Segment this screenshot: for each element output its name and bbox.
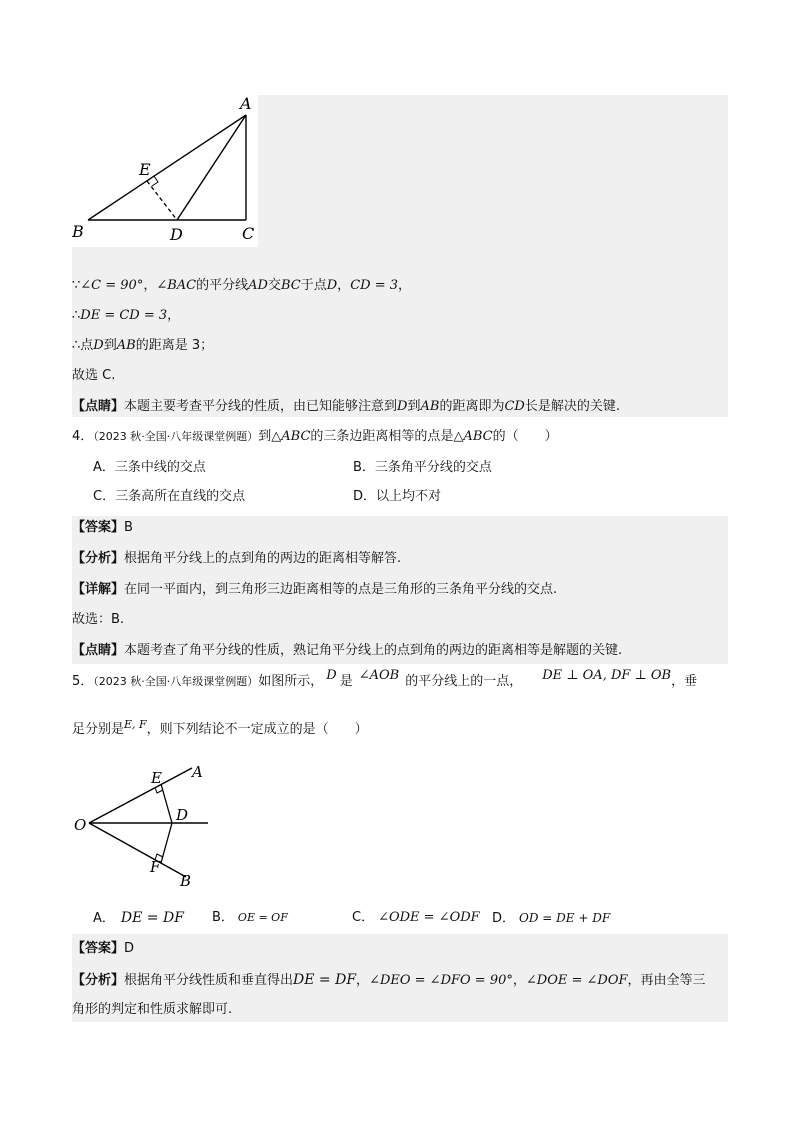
q5-option-b[interactable]: B． OE = OF [212, 910, 288, 925]
angle-bisector-figure [72, 760, 217, 892]
solution-line-4: 故选 C. [72, 368, 116, 383]
q5-option-a[interactable]: A． DE = DF [93, 910, 184, 926]
label-d: D [176, 806, 189, 824]
question-4-stem: 4．（2023 秋·全国·八年级课堂例题）到△ABC的三条边距离相等的点是△ABC的（ ） [72, 429, 558, 444]
label-a: A [240, 95, 252, 113]
q4-analysis: 【分析】根据角平分线上的点到角的两边的距离相等解答. [72, 551, 402, 566]
q5-answer: 【答案】D [72, 941, 135, 956]
q5-analysis-line-2: 角形的判定和性质求解即可. [72, 1002, 233, 1017]
q4-option-b[interactable]: B．三条角平分线的交点 [353, 460, 492, 475]
label-a: A [192, 763, 203, 781]
label-f: F [150, 858, 161, 876]
label-c: C [242, 224, 255, 243]
q4-option-c[interactable]: C．三条高所在直线的交点 [93, 489, 246, 504]
q4-option-d[interactable]: D．以上均不对 [353, 489, 442, 504]
q4-detail: 【详解】在同一平面内，到三角形三边距离相等的点是三角形的三条角平分线的交点. [72, 582, 558, 597]
label-o: O [74, 816, 87, 834]
q5-option-d[interactable]: D． OD = DE + DF [492, 911, 611, 926]
q4-choose: 故选：B. [72, 612, 125, 627]
label-e: E [151, 769, 162, 787]
q5-option-c[interactable]: C． ∠ODE = ∠ODF [352, 910, 480, 925]
question-5-stem-line-2: 足分别是$^{E, F}$，则下列结论不一定成立的是（ ） [72, 718, 368, 737]
question-5-stem-line-1: 5．（2023 秋·全国·八年级课堂例题）如图所示， D 是 ∠AOB 的平分线上的一点， DE ⊥ OA, DF ⊥ OB，垂 [72, 668, 698, 689]
triangle-figure [72, 95, 258, 247]
solution-line-2: ∴DE = CD = 3， [72, 308, 181, 323]
label-b: B [72, 222, 84, 241]
q4-answer: 【答案】B [72, 520, 133, 535]
label-b: B [180, 872, 192, 890]
label-e: E [139, 160, 151, 179]
solution-line-3: ∴点D到AB的距离是 3； [72, 338, 214, 353]
q4-option-a[interactable]: A．三条中线的交点 [93, 460, 206, 475]
label-d: D [170, 225, 183, 244]
solution-line-1: ∵∠C = 90°，∠BAC的平分线AD交BC于点D，CD = 3， [72, 278, 412, 293]
q4-comment: 【点睛】本题考查了角平分线的性质，熟记角平分线上的点到角的两边的距离相等是解题的关键. [72, 643, 623, 658]
q5-analysis-line-1: 【分析】根据角平分线性质和垂直得出DE = DF，∠DEO = ∠DFO = 90°，∠DOE = ∠DOF，再由全等三 [72, 972, 706, 988]
comment-line-q3: 【点睛】本题主要考查平分线的性质，由已知能够注意到D到AB的距离即为CD长是解决的关键. [72, 399, 620, 414]
